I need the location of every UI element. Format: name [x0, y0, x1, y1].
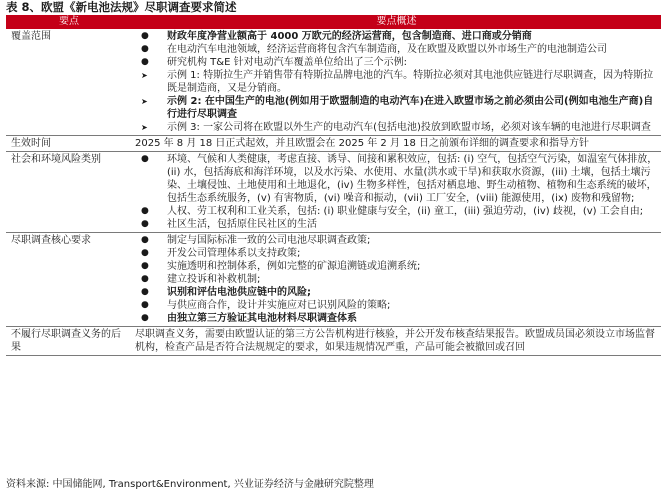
- list-item: ● 制定与国际标准一致的公司电池尽职调查政策;: [141, 235, 371, 246]
- arrow-right-icon: ➤: [141, 71, 148, 80]
- bullet-icon: ●: [141, 248, 149, 258]
- content-coverage: [132, 29, 661, 136]
- category-effective-time: 生效时间: [6, 136, 132, 152]
- list-item: ● 由独立第三方验证其电池材料尽职调查体系: [141, 313, 357, 324]
- list-item: ● 识别和评估电池供应链中的风险;: [141, 287, 311, 298]
- header-key-points: 要点: [6, 15, 132, 29]
- row-consequences: [6, 327, 661, 356]
- bullet-icon: ●: [141, 219, 149, 229]
- bullet-icon: ●: [141, 300, 149, 310]
- arrow-right-icon: ➤: [141, 97, 148, 106]
- bullet-icon: ●: [141, 287, 149, 297]
- bullet-icon: ●: [141, 31, 149, 41]
- list-item: ● 人权、劳工权利和工业关系，包括: (i) 职业健康与安全，(ii) 童工，(iii) 强迫劳动，(iv) 歧视，(v) 工会自由;: [141, 206, 644, 217]
- category-consequences: 不履行尽职调查义务的后果: [6, 327, 132, 356]
- row-core-requirements: [6, 233, 661, 327]
- list-item: ➤ 示例 3: 一家公司将在欧盟以外生产的电动汽车(包括电池)投放到欧盟市场，必须对该车辆的电池进行尽职调查: [141, 122, 651, 133]
- list-item: ➤ 示例 1: 特斯拉生产并销售带有特斯拉品牌电池的汽车。特斯拉必须对其电池供应链进行尽职调查，因为特斯拉既是制造商，又是分销商。: [141, 70, 654, 94]
- list-item: ● 研究机构 T&E 针对电动汽车覆盖单位给出了三个示例:: [141, 57, 407, 68]
- header-overview: 要点概述: [132, 15, 661, 29]
- content-consequences: 尽职调查义务，需要由欧盟认证的第三方公告机构进行核验，并公开发布核查结果报告。欧盟成员国必须设立市场监督机构，检查产品是否符合法规规定的要求，如果违规情况严重，产品可能会被撤回或召回: [132, 327, 661, 356]
- bullet-icon: ●: [141, 206, 149, 216]
- content-core: [132, 233, 661, 327]
- category-coverage: 覆盖范围: [11, 31, 51, 42]
- table-header-row: [6, 15, 661, 29]
- table-title: 表 8、欧盟《新电池法规》尽职调查要求简述: [6, 0, 237, 14]
- category-risk: 社会和环境风险类别: [6, 152, 132, 233]
- bullet-icon: ●: [141, 154, 149, 164]
- bullet-icon: ●: [141, 274, 149, 284]
- content-effective-time: 2025 年 8 月 18 日正式起效，并且欧盟会在 2025 年 2 月 18 日之前颁布详细的调查要求和指导方针: [132, 136, 661, 152]
- row-coverage: [6, 29, 661, 136]
- list-item: ● 环境、气候和人类健康，考虑直接、诱导、间接和累积效应，包括: (i) 空气，包括空气污染，如温室气体排放，(ii) 水，包括海底和海洋环境，以及水污染、水使用、水量(洪水或干旱)和获取水资源，(iii) 土壤，包括土壤污染、土壤侵蚀、土地使用和土地退化，(iv) 生物多样性，包括对栖息地、野生动植物、植物和生态系统的破坏，包括生态系统服务，(v) 有害物质，(vi) 噪音和振动，(vii) 工厂安全，(viii) 能源使用，(ix) 废物和残留物;: [141, 154, 658, 204]
- bullet-icon: ●: [141, 44, 149, 54]
- bullet-icon: ●: [141, 313, 149, 323]
- due-diligence-table: [6, 15, 661, 356]
- bullet-icon: ●: [141, 261, 149, 271]
- list-item: ● 建立投诉和补救机制;: [141, 274, 261, 285]
- bullet-icon: ●: [141, 235, 149, 245]
- bullet-icon: ●: [141, 57, 149, 67]
- arrow-right-icon: ➤: [141, 123, 148, 132]
- source-note: 资料来源: 中国储能网, Transport&Environment, 兴业证券经济与金融研究院整理: [6, 479, 374, 490]
- list-item: ● 社区生活，包括原住民社区的生活: [141, 219, 317, 230]
- row-effective-time: [6, 136, 661, 152]
- list-item: ● 与供应商合作，设计并实施应对已识别风险的策略;: [141, 300, 391, 311]
- list-item: ● 开发公司管理体系以支持政策;: [141, 248, 301, 259]
- row-risk-categories: [6, 152, 661, 233]
- content-risk: [132, 152, 661, 233]
- list-item: ● 实施透明和控制体系，例如完整的矿源追溯链或追溯系统;: [141, 261, 421, 272]
- list-item: ● 财政年度净营业额高于 4000 万欧元的经济运营商，包含制造商、进口商或分销商: [141, 31, 532, 42]
- list-item: ➤ 示例 2: 在中国生产的电池(例如用于欧盟制造的电动汽车)在进入欧盟市场之前必须由公司(例如电池生产商)自行进行尽职调查: [141, 96, 654, 120]
- list-item: ● 在电动汽车电池领域，经济运营商将包含汽车制造商，及在欧盟及欧盟以外市场生产的电池制造公司: [141, 44, 607, 55]
- category-core: 尽职调查核心要求: [6, 233, 132, 327]
